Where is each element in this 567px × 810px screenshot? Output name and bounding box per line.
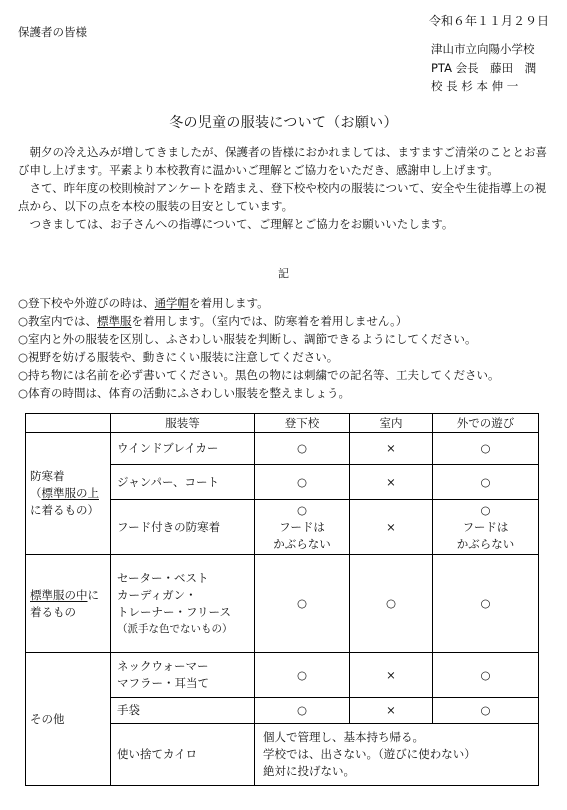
rule-item: ○教室内では、標準服を着用します。（室内では、防寒着を着用しません。） <box>18 314 408 328</box>
sender-pta: PTA 会長 藤田 潤 <box>431 60 537 75</box>
mark-outdoor: ○ <box>433 653 539 698</box>
header-blank <box>26 414 111 433</box>
item-kairo: 使い捨てカイロ <box>111 724 255 786</box>
item-hooded: フード付きの防寒着 <box>111 500 255 555</box>
header-indoor: 室内 <box>350 414 433 433</box>
item-neckwarmer: ネックウォーマー マフラー・耳当て <box>111 653 255 698</box>
document-title: 冬の児童の服装について（お願い） <box>169 115 398 131</box>
mark-commute: ○ <box>255 433 350 465</box>
mark-indoor: × <box>350 433 433 465</box>
rule-item: ○室内と外の服装を区別し、ふさわしい服装を判断し、調節できるようにしてください。 <box>18 332 477 346</box>
item-gloves: 手袋 <box>111 698 255 724</box>
body-paragraph: 朝夕の冷え込みが増してきましたが、保護者の皆様におかれましては、ますますご清栄のこととお喜び申し上げます。平素より本校教育に温かいご理解とご協力をいただき、感謝申し上げます。 <box>18 145 547 177</box>
item-jumper: ジャンパー、コート <box>111 465 255 500</box>
table-row <box>26 555 539 653</box>
table-row <box>26 653 539 698</box>
mark-commute: ○ <box>255 555 350 653</box>
ki-heading: 記 <box>278 267 289 280</box>
category-under-wear: 標準服の中に 着るもの <box>26 555 111 653</box>
header-outdoor: 外での遊び <box>433 414 539 433</box>
body-text <box>18 143 554 233</box>
body-paragraph: つきましては、お子さんへの指導について、ご理解とご協力をお願いいたします。 <box>29 217 454 231</box>
table-row <box>26 433 539 465</box>
clothing-table <box>25 413 539 786</box>
mark-commute: ○ <box>255 698 350 724</box>
mark-indoor: × <box>350 465 433 500</box>
mark-outdoor: ○ <box>433 698 539 724</box>
mark-commute: ○ フードは かぶらない <box>255 500 350 555</box>
mark-outdoor: ○ <box>433 433 539 465</box>
recipient: 保護者の皆様 <box>18 25 87 39</box>
table-header-row <box>26 414 539 433</box>
sender-block <box>431 40 536 96</box>
mark-commute: ○ <box>255 465 350 500</box>
date: 令和６年１１月２９日 <box>428 14 549 28</box>
mark-indoor: × <box>350 698 433 724</box>
header-clothing: 服装等 <box>111 414 255 433</box>
rules-list <box>18 294 500 402</box>
item-windbreaker: ウインドブレイカー <box>111 433 255 465</box>
rule-item: ○持ち物には名前を必ず書いてください。黒色の物には刺繍での記名等、工夫してください。 <box>18 368 500 382</box>
mark-indoor: ○ <box>350 555 433 653</box>
sender-principal: 校 長 杉 本 伸 一 <box>431 79 519 93</box>
rule-item: ○視野を妨げる服装や、動きにくい服装に注意してください。 <box>18 350 339 364</box>
category-other: その他 <box>26 653 111 786</box>
body-paragraph: さて、昨年度の校則検討アンケートを踏まえ、登下校や校内の服装について、安全や生徒指導上の視点から、以下の点を本校の服装の目安としています。 <box>18 181 547 213</box>
rule-item: ○登下校や外遊びの時は、通学帽を着用します。 <box>18 296 269 310</box>
mark-indoor: × <box>350 653 433 698</box>
kairo-notes: 個人で管理し、基本持ち帰る。 学校では、出さない。（遊びに使わない） 絶対に投げない。 <box>255 724 539 786</box>
mark-indoor: × <box>350 500 433 555</box>
mark-outdoor: ○ フードは かぶらない <box>433 500 539 555</box>
mark-outdoor: ○ <box>433 555 539 653</box>
item-sweater: セーター・ベスト カーディガン・ トレーナー・フリース （派手な色でないもの） <box>111 555 255 653</box>
mark-commute: ○ <box>255 653 350 698</box>
rule-item: ○体育の時間は、体育の活動にふさわしい服装を整えましょう。 <box>18 386 351 400</box>
header-commute: 登下校 <box>255 414 350 433</box>
sender-school: 津山市立向陽小学校 <box>431 42 535 56</box>
mark-outdoor: ○ <box>433 465 539 500</box>
category-cold-wear: 防寒着 （標準服の上 に着るもの） <box>26 433 111 555</box>
